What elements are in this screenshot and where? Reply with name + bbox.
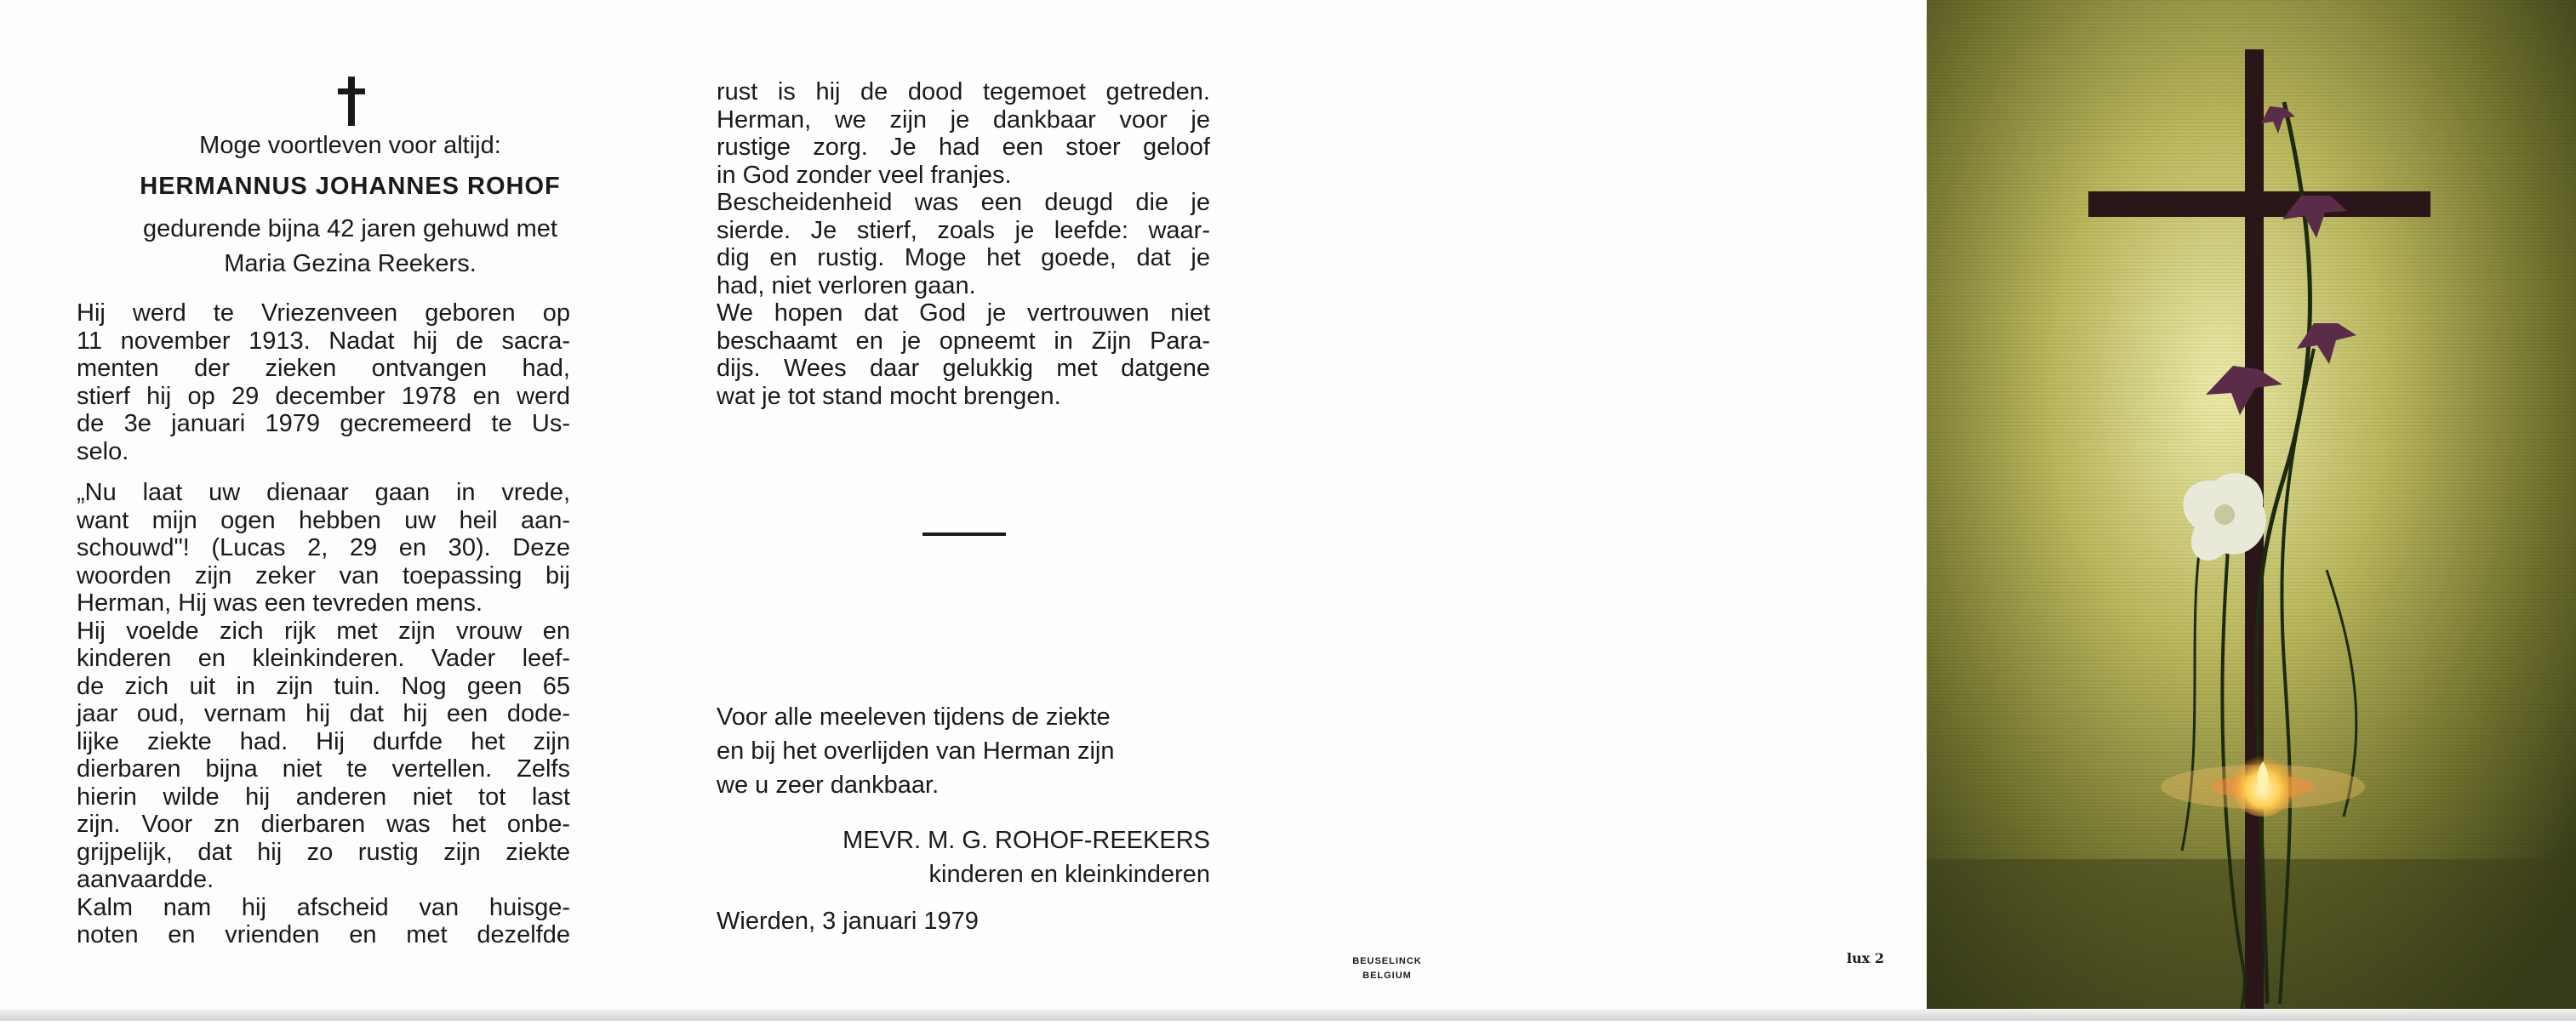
signature-name: MEVR. M. G. ROHOF-REEKERS [842, 827, 1210, 854]
text-line: schouwd"! (Lucas 2, 29 en 30). Deze [77, 534, 570, 561]
thank-you-line: we u zeer dankbaar. [717, 772, 940, 799]
text-line: Kalm nam hij afscheid van huisge- [77, 893, 570, 921]
text-line: kinderen en kleinkinderen. Vader leef- [77, 645, 570, 672]
text-line: Bescheidenheid was een deugd die je [717, 189, 1210, 216]
card-inner-left-page [0, 0, 655, 1021]
text-line: zijn. Voor zn dierbaren was het onbe- [77, 811, 570, 838]
text-line: Hij werd te Vriezenveen geboren op [77, 299, 570, 327]
place-and-date: Wierden, 3 januari 1979 [717, 908, 979, 935]
text-line: We hopen dat God je vertrouwen niet [717, 299, 1210, 327]
cross-photo [1927, 0, 2576, 1021]
text-line: beschaamt en je opneemt in Zijn Para- [717, 327, 1210, 355]
text-line: 11 november 1913. Nadat hij de sacra- [77, 327, 570, 355]
text-line: rust is hij de dood tegemoet getreden. [717, 78, 1210, 105]
text-line: Hij voelde zich rijk met zijn vrouw en [77, 617, 570, 645]
family-signature [717, 823, 1210, 891]
marriage-line-2: Maria Gezina Reekers. [224, 250, 477, 277]
text-line: stierf hij op 29 december 1978 en werd [77, 382, 570, 410]
text-line: noten en vrienden en met dezelfde [77, 921, 570, 948]
marriage-line-1: gedurende bijna 42 jaren gehuwd met [143, 215, 557, 242]
separator-line [922, 532, 1006, 536]
text-line: woorden zijn zeker van toepassing bij [77, 561, 570, 589]
printer-mark [1336, 954, 1438, 983]
text-line: Herman, we zijn je dankbaar voor je [717, 105, 1210, 134]
text-line: de 3e januari 1979 gecremeerd te Us- [77, 410, 570, 437]
text-line: jaar oud, vernam hij dat hij een dode- [77, 700, 570, 727]
thank-you-line: Voor alle meeleven tijdens de ziekte [717, 703, 1111, 731]
deceased-name: HERMANNUS JOHANNES ROHOF [140, 173, 561, 200]
text-line: menten der zieken ontvangen had, [77, 355, 570, 382]
cross-icon [334, 77, 368, 126]
text-line: de zich uit in zijn tuin. Nog geen 65 [77, 672, 570, 700]
text-line: sierde. Je stierf, zoals je leefde: waar- [717, 216, 1210, 244]
text-line: „Nu laat uw dienaar gaan in vrede, [77, 479, 570, 506]
memorial-text [717, 78, 1210, 410]
text-line: want mijn ogen hebben uw heil aan- [77, 506, 570, 534]
heading: Moge voortleven voor altijd: [199, 132, 501, 159]
text-line: Herman, Hij was een tevreden mens. [77, 589, 483, 617]
text-line: dig en rustig. Moge het goede, dat je [717, 244, 1210, 271]
biography-text [77, 299, 570, 949]
thank-you-text [717, 700, 1210, 802]
card-back-page [1294, 0, 1927, 1021]
printer-name: BEUSELINCK [1352, 956, 1422, 966]
scan-bottom-edge [0, 1009, 2576, 1021]
text-line: aanvaardde. [77, 866, 214, 893]
text-line: in God zonder veel franjes. [717, 161, 1012, 189]
text-line: hierin wilde hij anderen niet tot last [77, 783, 570, 811]
cross-horizontal [2088, 191, 2430, 217]
text-line: wat je tot stand mocht brengen. [717, 382, 1061, 410]
text-line: selo. [77, 437, 129, 465]
thank-you-line: en bij het overlijden van Herman zijn [717, 737, 1115, 765]
printer-country: BELGIUM [1362, 971, 1412, 981]
signature-family: kinderen en kleinkinderen [928, 861, 1210, 888]
text-line: lijke ziekte had. Hij durfde het zijn [77, 727, 570, 755]
cross-candle-flowers-image [1927, 0, 2576, 1021]
text-line: grijpelijk, dat hij zo rustig zijn ziekte [77, 838, 570, 866]
text-line: rustige zorg. Je had een stoer geloof [717, 134, 1210, 161]
text-line: dijs. Wees daar gelukkig met datgene [717, 355, 1210, 382]
series-number: lux 2 [1847, 950, 1884, 966]
text-line: dierbaren bijna niet te vertellen. Zelfs [77, 755, 570, 783]
text-line: had, niet verloren gaan. [717, 271, 976, 299]
